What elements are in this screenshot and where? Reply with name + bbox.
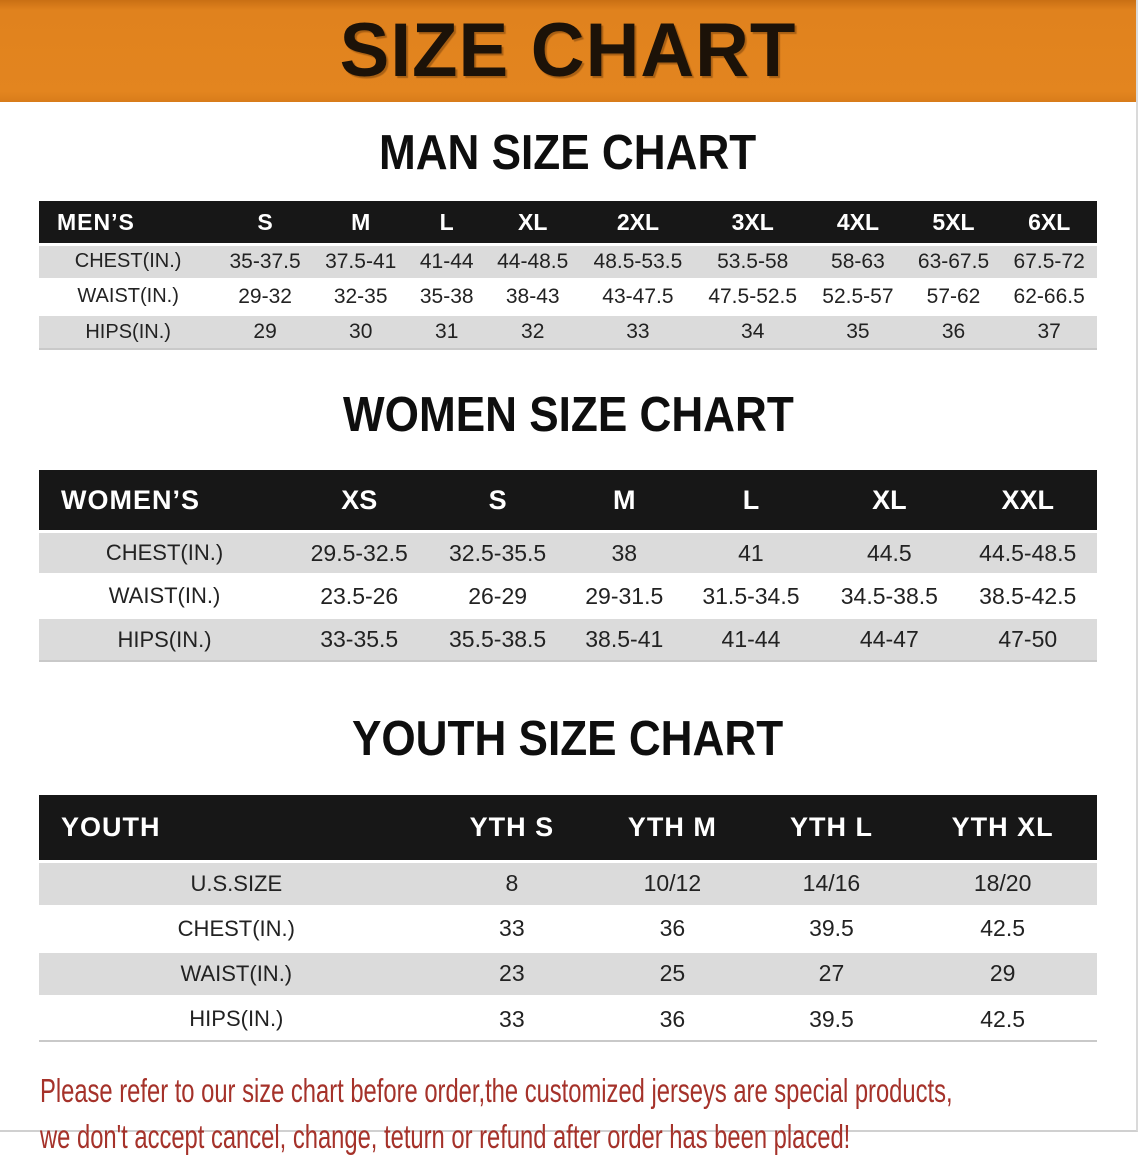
size-cell: 26-29 bbox=[428, 575, 566, 618]
size-cell: 47.5-52.5 bbox=[695, 279, 810, 314]
size-cell: 10/12 bbox=[590, 861, 755, 906]
size-cell: 38-43 bbox=[485, 279, 581, 314]
size-cell: 33 bbox=[434, 906, 590, 951]
women-column-header: S bbox=[428, 470, 566, 532]
size-cell: 23 bbox=[434, 951, 590, 996]
order-policy-line-1: Please refer to our size chart before order,the customized jerseys are special products, bbox=[40, 1072, 953, 1110]
men-column-header: S bbox=[217, 201, 313, 244]
men-column-header: M bbox=[313, 201, 409, 244]
banner bbox=[0, 0, 1136, 102]
size-cell: 29-31.5 bbox=[567, 575, 682, 618]
size-cell: 25 bbox=[590, 951, 755, 996]
women-table-row bbox=[39, 575, 1097, 618]
mens-size-table bbox=[39, 201, 1097, 350]
women-section-heading-text: WOMEN SIZE CHART bbox=[342, 388, 794, 443]
size-cell: 42.5 bbox=[908, 906, 1097, 951]
size-cell: 67.5-72 bbox=[1001, 244, 1097, 279]
women-section-heading bbox=[0, 390, 1136, 441]
row-label: WAIST(IN.) bbox=[39, 279, 217, 314]
size-cell: 29 bbox=[217, 314, 313, 349]
men-corner-label: MEN’S bbox=[39, 201, 217, 244]
women-corner-label: WOMEN’S bbox=[39, 470, 290, 532]
women-column-header: XS bbox=[290, 470, 428, 532]
women-column-header: L bbox=[682, 470, 820, 532]
size-cell: 33-35.5 bbox=[290, 618, 428, 661]
size-cell: 63-67.5 bbox=[906, 244, 1002, 279]
men-column-header: XL bbox=[485, 201, 581, 244]
size-cell: 37.5-41 bbox=[313, 244, 409, 279]
men-table-row bbox=[39, 279, 1097, 314]
size-cell: 43-47.5 bbox=[581, 279, 696, 314]
men-table-row bbox=[39, 314, 1097, 349]
size-cell: 57-62 bbox=[906, 279, 1002, 314]
row-label: CHEST(IN.) bbox=[39, 244, 217, 279]
order-policy-note bbox=[40, 1068, 1136, 1160]
size-cell: 42.5 bbox=[908, 996, 1097, 1041]
youth-section-heading bbox=[0, 711, 1136, 766]
youth-table-header-row bbox=[39, 795, 1097, 861]
size-cell: 48.5-53.5 bbox=[581, 244, 696, 279]
size-cell: 32-35 bbox=[313, 279, 409, 314]
size-cell: 36 bbox=[590, 906, 755, 951]
size-cell: 35-37.5 bbox=[217, 244, 313, 279]
size-cell: 8 bbox=[434, 861, 590, 906]
size-cell: 29-32 bbox=[217, 279, 313, 314]
men-column-header: 4XL bbox=[810, 201, 906, 244]
youth-column-header: YTH S bbox=[434, 795, 590, 861]
size-cell: 33 bbox=[581, 314, 696, 349]
men-column-header: 5XL bbox=[906, 201, 1002, 244]
size-cell: 38.5-41 bbox=[567, 618, 682, 661]
size-cell: 35.5-38.5 bbox=[428, 618, 566, 661]
size-cell: 44-48.5 bbox=[485, 244, 581, 279]
size-cell: 34 bbox=[695, 314, 810, 349]
size-cell: 53.5-58 bbox=[695, 244, 810, 279]
youth-column-header: YTH M bbox=[590, 795, 755, 861]
men-section-heading bbox=[0, 128, 1136, 179]
size-cell: 39.5 bbox=[755, 906, 909, 951]
row-label: WAIST(IN.) bbox=[39, 951, 434, 996]
women-column-header: XXL bbox=[959, 470, 1097, 532]
row-label: HIPS(IN.) bbox=[39, 996, 434, 1041]
size-cell: 41-44 bbox=[409, 244, 485, 279]
women-table-header-row bbox=[39, 470, 1097, 532]
row-label: HIPS(IN.) bbox=[39, 618, 290, 661]
men-column-header: 3XL bbox=[695, 201, 810, 244]
youth-section-heading-text: YOUTH SIZE CHART bbox=[352, 711, 784, 766]
size-cell: 47-50 bbox=[959, 618, 1097, 661]
womens-size-table bbox=[39, 470, 1097, 662]
size-cell: 36 bbox=[590, 996, 755, 1041]
youth-column-header: YTH L bbox=[755, 795, 909, 861]
youth-table-row bbox=[39, 951, 1097, 996]
size-cell: 29.5-32.5 bbox=[290, 532, 428, 575]
banner-title: SIZE CHART bbox=[339, 8, 797, 93]
women-table-row bbox=[39, 618, 1097, 661]
order-policy-line-2: we don't accept cancel, change, teturn or refund after order has been placed! bbox=[40, 1118, 851, 1156]
row-label: WAIST(IN.) bbox=[39, 575, 290, 618]
size-cell: 38 bbox=[567, 532, 682, 575]
row-label: HIPS(IN.) bbox=[39, 314, 217, 349]
size-cell: 58-63 bbox=[810, 244, 906, 279]
size-cell: 41-44 bbox=[682, 618, 820, 661]
men-column-header: 2XL bbox=[581, 201, 696, 244]
men-section-heading-text: MAN SIZE CHART bbox=[379, 126, 757, 180]
size-cell: 27 bbox=[755, 951, 909, 996]
size-cell: 33 bbox=[434, 996, 590, 1041]
size-cell: 35 bbox=[810, 314, 906, 349]
size-cell: 18/20 bbox=[908, 861, 1097, 906]
size-cell: 44.5-48.5 bbox=[959, 532, 1097, 575]
size-cell: 39.5 bbox=[755, 996, 909, 1041]
size-cell: 37 bbox=[1001, 314, 1097, 349]
size-cell: 29 bbox=[908, 951, 1097, 996]
size-cell: 31 bbox=[409, 314, 485, 349]
men-column-header: L bbox=[409, 201, 485, 244]
row-label: CHEST(IN.) bbox=[39, 532, 290, 575]
youth-table-row bbox=[39, 861, 1097, 906]
size-cell: 41 bbox=[682, 532, 820, 575]
men-table-header-row bbox=[39, 201, 1097, 244]
size-cell: 35-38 bbox=[409, 279, 485, 314]
size-cell: 14/16 bbox=[755, 861, 909, 906]
women-table-row bbox=[39, 532, 1097, 575]
row-label: CHEST(IN.) bbox=[39, 906, 434, 951]
youth-table-row bbox=[39, 906, 1097, 951]
women-column-header: M bbox=[567, 470, 682, 532]
size-cell: 31.5-34.5 bbox=[682, 575, 820, 618]
youth-column-header: YTH XL bbox=[908, 795, 1097, 861]
row-label: U.S.SIZE bbox=[39, 861, 434, 906]
women-column-header: XL bbox=[820, 470, 958, 532]
size-cell: 38.5-42.5 bbox=[959, 575, 1097, 618]
youth-table-row bbox=[39, 996, 1097, 1041]
size-cell: 52.5-57 bbox=[810, 279, 906, 314]
men-table-row bbox=[39, 244, 1097, 279]
size-cell: 34.5-38.5 bbox=[820, 575, 958, 618]
size-cell: 32 bbox=[485, 314, 581, 349]
men-column-header: 6XL bbox=[1001, 201, 1097, 244]
size-cell: 36 bbox=[906, 314, 1002, 349]
size-cell: 44.5 bbox=[820, 532, 958, 575]
size-cell: 23.5-26 bbox=[290, 575, 428, 618]
size-cell: 44-47 bbox=[820, 618, 958, 661]
youth-corner-label: YOUTH bbox=[39, 795, 434, 861]
size-cell: 32.5-35.5 bbox=[428, 532, 566, 575]
youth-size-table bbox=[39, 795, 1097, 1042]
size-cell: 30 bbox=[313, 314, 409, 349]
size-cell: 62-66.5 bbox=[1001, 279, 1097, 314]
